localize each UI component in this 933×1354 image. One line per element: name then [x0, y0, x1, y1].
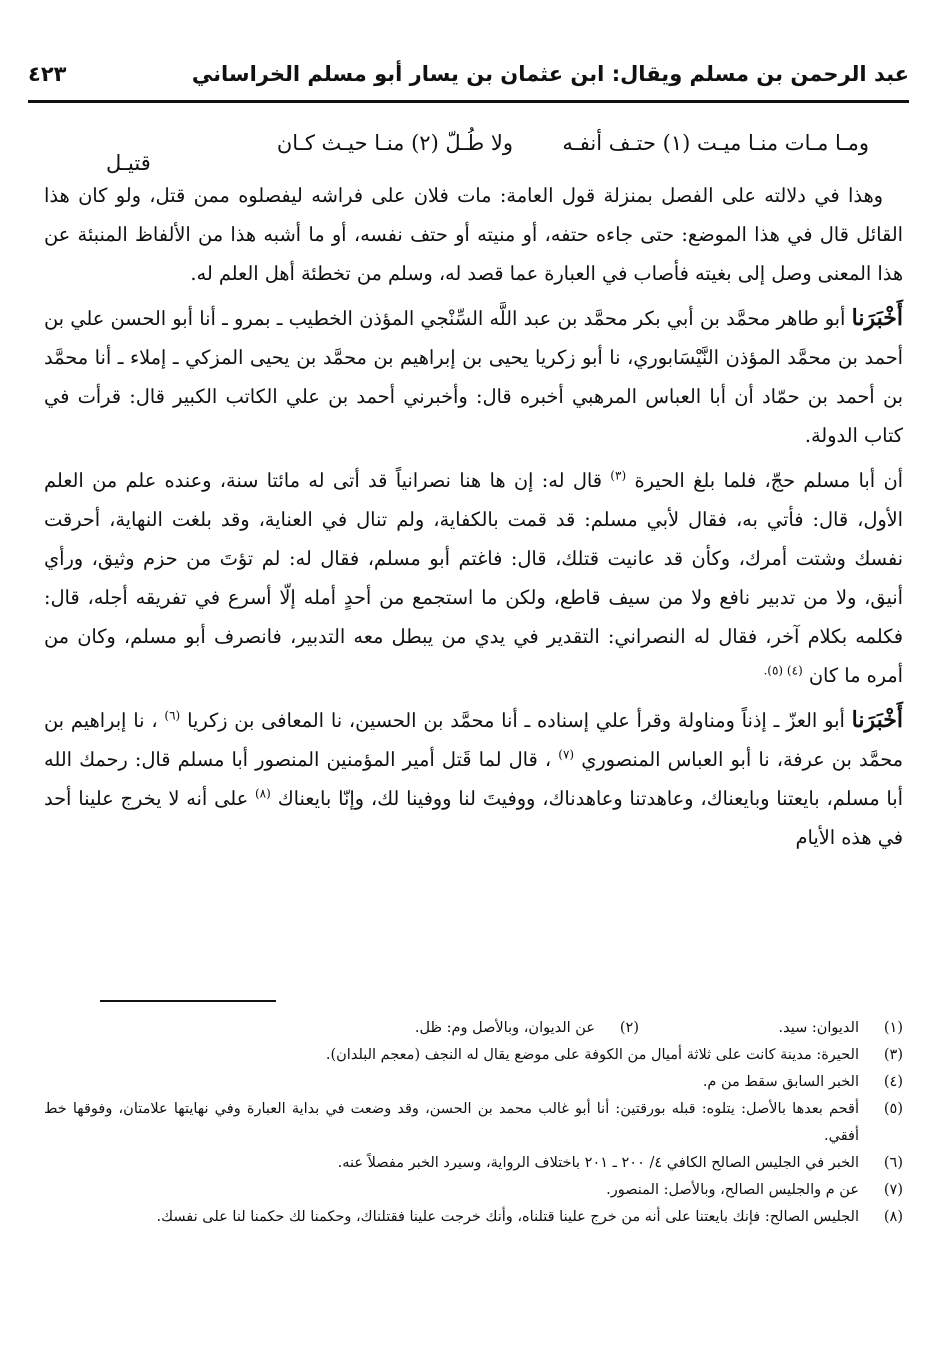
footnote-text: عن الديوان، وبالأصل وم: ظل.: [414, 1020, 595, 1036]
footnote-row: [44, 1015, 903, 1042]
verse-hemistich-second-end: قتيـل: [106, 151, 151, 175]
footnotes: [44, 1015, 903, 1231]
verse-hemistich-second: ولا طُـلّ (٢) منـا حيـث كـان: [276, 131, 513, 155]
footnote-number: (٨): [883, 1209, 903, 1225]
poetry-verse: [44, 118, 903, 176]
footnote-ref[interactable]: (٦): [164, 708, 181, 723]
header-rule: [28, 100, 909, 103]
footnote-ref[interactable]: (٧): [558, 747, 575, 762]
footnote-text: الحيرة: مدينة كانت على ثلاثة أميال من الكوفة على موضع يقال له النجف (معجم البلدان).: [325, 1047, 859, 1063]
footnote-ref[interactable]: (٤) (٥).: [763, 663, 803, 678]
footnote-text: الخبر في الجليس الصالح الكافي ٤/ ٢٠٠ ـ ٢٠١ باختلاف الرواية، وسيرد الخبر مفصلاً عنه.: [337, 1155, 859, 1171]
footnote: [44, 1042, 903, 1069]
footnote-number: (٢): [619, 1020, 639, 1036]
footnote-number: (٥): [883, 1101, 903, 1117]
footnote-text: الديوان: سيد.: [778, 1020, 859, 1036]
footnote-text: الخبر السابق سقط من م.: [702, 1074, 859, 1090]
lead-word: أَخْبَرَنا: [851, 707, 903, 733]
footnote-ref[interactable]: (٨): [254, 786, 271, 801]
paragraph-text: ، نا إبراهيم بن محمَّد بن عرفة، نا أبو العباس المنصوري: [44, 709, 903, 771]
lead-word: أَخْبَرَنا: [851, 305, 903, 331]
page-number: ٤٢٣: [28, 62, 67, 86]
paragraph-text: أبو العزّ ـ إذناً ومناولة وقرأ علي إسناده ـ أنا محمَّد بن الحسين، نا المعافى بن زكريا: [187, 709, 845, 732]
footnote-number: (٦): [883, 1155, 903, 1171]
paragraph-text: ، قال لما قَتل أمير المؤمنين المنصور أبا مسلم قال: رحمك الله أبا مسلم، بايعتنا وبايعناك، وعاهدتنا وعاهدناك، ووفيتَ لنا ووفينا لك، وإنّا بايعناك: [44, 748, 903, 810]
footnote-ref[interactable]: (٣): [610, 468, 627, 483]
paragraph-text: قال له: إن ها هنا نصرانياً قد أتى له مائتا سنة، وعنده علم من العلم الأول، قال: فأتي به، فقال لأبي مسلم: قد قمت بالكفاية، ولم تنال في العناية، وقد بلغت النهاية، أحرقت نفسك وشتت أمرك، وكأن قد عانيت قتلك، قال: فاغتم أبو مسلم، فقال له: لم تؤتَ من حزم وثيق، ورأي أنيق، ولا من تدبير نافع ولا من سيف قاطع، ولكن ما استجمع من أحدٍ أمله إلّا أسرع في تفريقه أجله، قال: فكلمه بكلام آخر، فقال له النصراني: التقدير في يدي من يبطل معه التدبير، فانصرف أبو مسلم، وكان من أمره ما كان: [44, 469, 903, 687]
paragraph: [44, 701, 903, 857]
footnote-number: (٤): [883, 1074, 903, 1090]
footnote-text: الجليس الصالح: فإنك بايعتنا على أنه من خرج علينا قتلناه، وأنك خرجت علينا فقتلناك، وحكمنا لك حكمنا لنا على نفسك.: [156, 1209, 859, 1225]
footnote-number: (٣): [883, 1047, 903, 1063]
paragraph-text: أن أبا مسلم حجّ، فلما بلغ الحيرة: [634, 469, 903, 492]
paragraph: [44, 461, 903, 695]
verse-hemistich-first: ومـا مـات منـا ميـت (١) حتـف أنفـه: [562, 131, 869, 155]
paragraph: [44, 299, 903, 455]
page-header: [28, 58, 909, 98]
footnote-text: أقحم بعدها بالأصل: يتلوه: قبله بورقتين: أنا أبو غالب محمد بن الحسن، وقد وضعت في بداية العبارة وفي نهايتها علامتان، وفوقها خط أفقي.: [44, 1101, 859, 1144]
paragraph-text: على أنه لا يخرج علينا أحد في هذه الأيام: [44, 787, 903, 849]
footnote: [44, 1069, 903, 1096]
footnote: [44, 1204, 903, 1231]
footnote: [44, 1177, 903, 1204]
footnote-text: عن م والجليس الصالح، وبالأصل: المنصور.: [606, 1182, 859, 1198]
footnote: [44, 1096, 903, 1150]
footnote-number: (١): [883, 1020, 903, 1036]
running-title: عبد الرحمن بن مسلم ويقال: ابن عثمان بن يسار أبو مسلم الخراساني: [191, 62, 909, 86]
main-text: [44, 118, 903, 857]
footnote-separator: [100, 1000, 276, 1002]
footnote-number: (٧): [883, 1182, 903, 1198]
footnote: [44, 1150, 903, 1177]
paragraph-text: أبو طاهر محمَّد بن أبي بكر محمَّد بن عبد اللَّه السِّنْجي المؤذن الخطيب ـ بمرو ـ أنا أبو الحسن علي بن أحمد بن محمَّد المؤذن النَّيْسَابوري، نا أبو زكريا يحيى بن إبراهيم بن محمَّد بن يحيى المزكي ـ إملاء ـ أنا محمَّد بن أحمد بن حمّاد أن أبا العباس المرهبي أخبره قال: وأخبرني أحمد بن علي الكاتب الكبير قال: قرأت في كتاب الدولة.: [44, 307, 903, 447]
paragraph: وهذا في دلالته على الفصل بمنزلة قول العامة: مات فلان على فراشه ليفصلوه ممن قتل، ولو كان هذا القائل قال في هذا الموضع: حتى جاءه حتفه، أو منيته أو حتف نفسه، أو ما أشبه هذا من الألفاظ المنبئة عن هذا المعنى وصل إلى بغيته فأصاب في العبارة عما قصد له، وسلم من تخطئة أهل العلم له.: [44, 184, 903, 285]
